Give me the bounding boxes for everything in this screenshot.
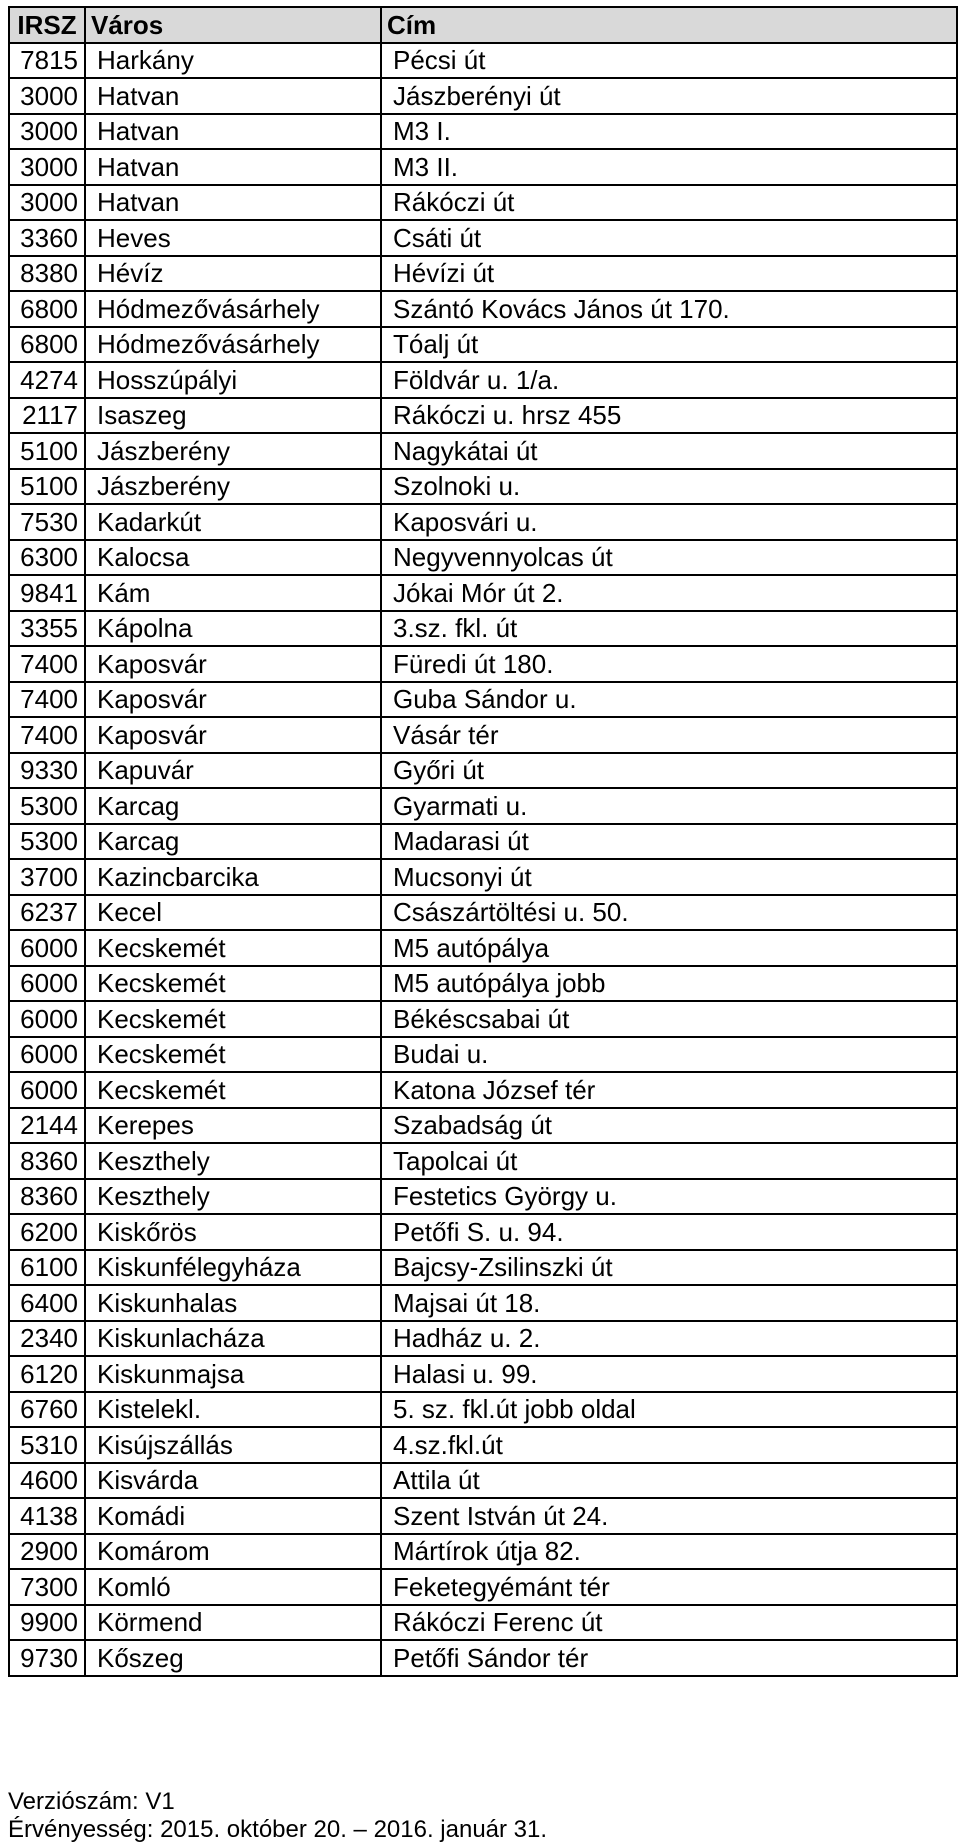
postal-code-cell: 4138	[9, 1498, 85, 1534]
address-cell: Majsai út 18.	[381, 1285, 957, 1321]
city-cell: Keszthely	[85, 1143, 381, 1179]
postal-code-cell: 6000	[9, 1072, 85, 1108]
postal-code-cell: 8360	[9, 1179, 85, 1215]
city-cell: Hatvan	[85, 149, 381, 185]
table-row	[9, 753, 957, 789]
city-cell: Komádi	[85, 1498, 381, 1534]
postal-code-cell: 5100	[9, 433, 85, 469]
table-row	[9, 1108, 957, 1144]
table-row	[9, 256, 957, 292]
postal-code-cell: 5300	[9, 824, 85, 860]
postal-code-cell: 5310	[9, 1427, 85, 1463]
city-cell: Hatvan	[85, 78, 381, 114]
postal-code-cell: 7530	[9, 504, 85, 540]
city-cell: Hódmezővásárhely	[85, 327, 381, 363]
city-cell: Hatvan	[85, 185, 381, 221]
table-row	[9, 1037, 957, 1073]
address-cell: Katona József tér	[381, 1072, 957, 1108]
city-cell: Kőszeg	[85, 1640, 381, 1676]
address-cell: Szabadság út	[381, 1108, 957, 1144]
postal-code-cell: 6400	[9, 1285, 85, 1321]
table-row	[9, 824, 957, 860]
postal-code-cell: 7815	[9, 43, 85, 79]
postal-code-cell: 8380	[9, 256, 85, 292]
postal-code-cell: 9730	[9, 1640, 85, 1676]
postal-code-cell: 2340	[9, 1321, 85, 1357]
table-row	[9, 78, 957, 114]
table-row	[9, 362, 957, 398]
table-row	[9, 1285, 957, 1321]
city-cell: Kiskunfélegyháza	[85, 1250, 381, 1286]
postal-code-cell: 9841	[9, 575, 85, 611]
table-row	[9, 1392, 957, 1428]
address-cell: Hadház u. 2.	[381, 1321, 957, 1357]
table-row	[9, 611, 957, 647]
table-row	[9, 1534, 957, 1570]
city-cell: Harkány	[85, 43, 381, 79]
table-row	[9, 398, 957, 434]
table-row	[9, 540, 957, 576]
column-header-city: Város	[85, 7, 381, 43]
address-cell: Szántó Kovács János út 170.	[381, 291, 957, 327]
address-cell: Festetics György u.	[381, 1179, 957, 1215]
postal-code-cell: 6120	[9, 1356, 85, 1392]
table-row	[9, 43, 957, 79]
postal-code-cell: 3000	[9, 185, 85, 221]
postal-code-cell: 7400	[9, 717, 85, 753]
table-row	[9, 185, 957, 221]
city-cell: Keszthely	[85, 1179, 381, 1215]
postal-code-cell: 6000	[9, 1001, 85, 1037]
address-cell: Békéscsabai út	[381, 1001, 957, 1037]
address-cell: Szent István út 24.	[381, 1498, 957, 1534]
station-table	[8, 6, 958, 1677]
address-cell: M5 autópálya	[381, 930, 957, 966]
postal-code-cell: 4600	[9, 1463, 85, 1499]
postal-code-cell: 9900	[9, 1605, 85, 1641]
column-header-irsz: IRSZ	[9, 7, 85, 43]
table-row	[9, 1498, 957, 1534]
postal-code-cell: 4274	[9, 362, 85, 398]
address-cell: Mártírok útja 82.	[381, 1534, 957, 1570]
address-cell: Pécsi út	[381, 43, 957, 79]
postal-code-cell: 6800	[9, 327, 85, 363]
table-row	[9, 930, 957, 966]
postal-code-cell: 2117	[9, 398, 85, 434]
postal-code-cell: 5100	[9, 469, 85, 505]
table-row	[9, 575, 957, 611]
address-cell: Guba Sándor u.	[381, 682, 957, 718]
city-cell: Heves	[85, 220, 381, 256]
table-row	[9, 504, 957, 540]
address-cell: 5. sz. fkl.út jobb oldal	[381, 1392, 957, 1428]
table-row	[9, 1214, 957, 1250]
city-cell: Kerepes	[85, 1108, 381, 1144]
city-cell: Kiskunlacháza	[85, 1321, 381, 1357]
table-row	[9, 1321, 957, 1357]
postal-code-cell: 6760	[9, 1392, 85, 1428]
city-cell: Jászberény	[85, 469, 381, 505]
table-row	[9, 114, 957, 150]
address-cell: Szolnoki u.	[381, 469, 957, 505]
table-row	[9, 646, 957, 682]
address-cell: Attila út	[381, 1463, 957, 1499]
city-cell: Kecel	[85, 895, 381, 931]
version-label: Verziószám: V1	[8, 1788, 175, 1815]
city-cell: Karcag	[85, 824, 381, 860]
city-cell: Kistelekl.	[85, 1392, 381, 1428]
postal-code-cell: 6100	[9, 1250, 85, 1286]
address-cell: Nagykátai út	[381, 433, 957, 469]
table-row	[9, 895, 957, 931]
table-row	[9, 433, 957, 469]
city-cell: Karcag	[85, 788, 381, 824]
address-cell: Gyarmati u.	[381, 788, 957, 824]
validity-label: Érvényesség: 2015. október 20. – 2016. január 31.	[8, 1816, 548, 1843]
table-row	[9, 1640, 957, 1676]
address-cell: Jókai Mór út 2.	[381, 575, 957, 611]
city-cell: Kiskunmajsa	[85, 1356, 381, 1392]
city-cell: Hosszúpályi	[85, 362, 381, 398]
city-cell: Körmend	[85, 1605, 381, 1641]
city-cell: Hódmezővásárhely	[85, 291, 381, 327]
table-row	[9, 1001, 957, 1037]
postal-code-cell: 3360	[9, 220, 85, 256]
table-row	[9, 1463, 957, 1499]
postal-code-cell: 7400	[9, 682, 85, 718]
table-row	[9, 469, 957, 505]
city-cell: Kecskemét	[85, 1001, 381, 1037]
table-row	[9, 1143, 957, 1179]
postal-code-cell: 9330	[9, 753, 85, 789]
postal-code-cell: 5300	[9, 788, 85, 824]
postal-code-cell: 3700	[9, 859, 85, 895]
address-cell: Győri út	[381, 753, 957, 789]
city-cell: Kápolna	[85, 611, 381, 647]
table-row	[9, 149, 957, 185]
table-row	[9, 859, 957, 895]
postal-code-cell: 6300	[9, 540, 85, 576]
city-cell: Kecskemét	[85, 930, 381, 966]
address-cell: Petőfi S. u. 94.	[381, 1214, 957, 1250]
table-row	[9, 1605, 957, 1641]
table-row	[9, 1072, 957, 1108]
table-row	[9, 1179, 957, 1215]
table-row	[9, 1569, 957, 1605]
address-cell: Jászberényi út	[381, 78, 957, 114]
address-cell: Vásár tér	[381, 717, 957, 753]
postal-code-cell: 2900	[9, 1534, 85, 1570]
table-row	[9, 1250, 957, 1286]
table-row	[9, 1427, 957, 1463]
city-cell: Isaszeg	[85, 398, 381, 434]
table-header-row	[9, 7, 957, 43]
city-cell: Kalocsa	[85, 540, 381, 576]
city-cell: Kecskemét	[85, 1037, 381, 1073]
address-cell: Rákóczi u. hrsz 455	[381, 398, 957, 434]
address-cell: M3 I.	[381, 114, 957, 150]
postal-code-cell: 3000	[9, 78, 85, 114]
postal-code-cell: 2144	[9, 1108, 85, 1144]
postal-code-cell: 7400	[9, 646, 85, 682]
address-cell: Negyvennyolcas út	[381, 540, 957, 576]
table-row	[9, 966, 957, 1002]
table-row	[9, 717, 957, 753]
address-cell: Császártöltési u. 50.	[381, 895, 957, 931]
postal-code-cell: 6237	[9, 895, 85, 931]
city-cell: Kecskemét	[85, 1072, 381, 1108]
postal-code-cell: 6200	[9, 1214, 85, 1250]
city-cell: Hatvan	[85, 114, 381, 150]
city-cell: Kisvárda	[85, 1463, 381, 1499]
city-cell: Kazincbarcika	[85, 859, 381, 895]
address-cell: M5 autópálya jobb	[381, 966, 957, 1002]
address-cell: Petőfi Sándor tér	[381, 1640, 957, 1676]
address-cell: Budai u.	[381, 1037, 957, 1073]
city-cell: Komló	[85, 1569, 381, 1605]
address-cell: Tóalj út	[381, 327, 957, 363]
table-body	[9, 43, 957, 1676]
postal-code-cell: 6000	[9, 1037, 85, 1073]
address-cell: Rákóczi út	[381, 185, 957, 221]
postal-code-cell: 7300	[9, 1569, 85, 1605]
city-cell: Kaposvár	[85, 682, 381, 718]
city-cell: Jászberény	[85, 433, 381, 469]
address-cell: Tapolcai út	[381, 1143, 957, 1179]
table-row	[9, 291, 957, 327]
address-cell: 3.sz. fkl. út	[381, 611, 957, 647]
address-cell: Hévízi út	[381, 256, 957, 292]
postal-code-cell: 3000	[9, 114, 85, 150]
table-row	[9, 1356, 957, 1392]
address-cell: Füredi út 180.	[381, 646, 957, 682]
address-cell: Madarasi út	[381, 824, 957, 860]
address-cell: Feketegyémánt tér	[381, 1569, 957, 1605]
table-row	[9, 220, 957, 256]
address-cell: Rákóczi Ferenc út	[381, 1605, 957, 1641]
column-header-address: Cím	[381, 7, 957, 43]
table-row	[9, 682, 957, 718]
postal-code-cell: 3355	[9, 611, 85, 647]
postal-code-cell: 8360	[9, 1143, 85, 1179]
postal-code-cell: 3000	[9, 149, 85, 185]
table-row	[9, 788, 957, 824]
postal-code-cell: 6000	[9, 930, 85, 966]
address-cell: Mucsonyi út	[381, 859, 957, 895]
city-cell: Kaposvár	[85, 717, 381, 753]
city-cell: Kám	[85, 575, 381, 611]
address-cell: Kaposvári u.	[381, 504, 957, 540]
address-cell: Csáti út	[381, 220, 957, 256]
postal-code-cell: 6000	[9, 966, 85, 1002]
address-cell: 4.sz.fkl.út	[381, 1427, 957, 1463]
city-cell: Kaposvár	[85, 646, 381, 682]
address-cell: Halasi u. 99.	[381, 1356, 957, 1392]
city-cell: Kisújszállás	[85, 1427, 381, 1463]
city-cell: Kapuvár	[85, 753, 381, 789]
address-cell: Bajcsy-Zsilinszki út	[381, 1250, 957, 1286]
city-cell: Hévíz	[85, 256, 381, 292]
postal-code-cell: 6800	[9, 291, 85, 327]
city-cell: Komárom	[85, 1534, 381, 1570]
table-row	[9, 327, 957, 363]
city-cell: Kiskunhalas	[85, 1285, 381, 1321]
address-cell: M3 II.	[381, 149, 957, 185]
address-cell: Földvár u. 1/a.	[381, 362, 957, 398]
city-cell: Kecskemét	[85, 966, 381, 1002]
city-cell: Kadarkút	[85, 504, 381, 540]
city-cell: Kiskőrös	[85, 1214, 381, 1250]
